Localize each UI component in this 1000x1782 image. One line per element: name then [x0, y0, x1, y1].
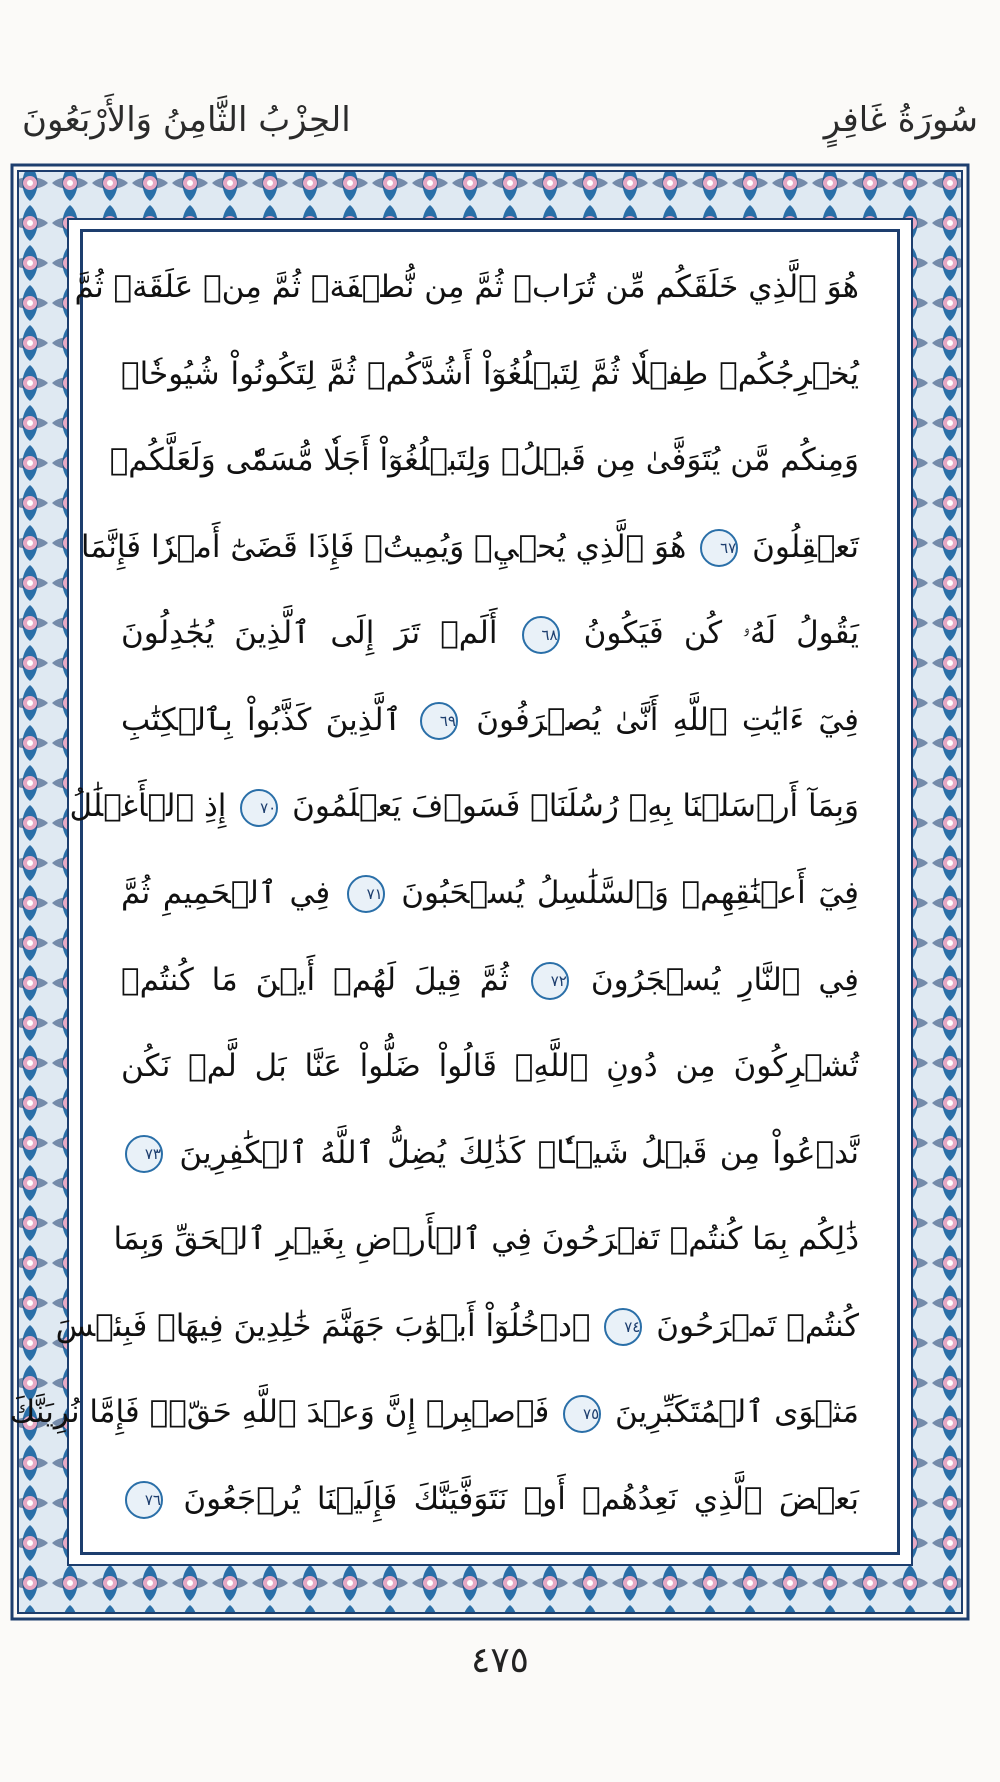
ayah-number-marker: ٧٥ — [563, 1395, 601, 1433]
text-line-11: نَّدۡعُواْ مِن قَبۡلُ شَيۡـٔٗاۚ كَذَٰلِكَ يُضِلُّ ٱللَّهُ ٱلۡكَٰفِرِينَ ٧٣ — [121, 1116, 859, 1190]
text-line-3: وَمِنكُم مَّن يُتَوَفَّىٰ مِن قَبۡلُۖ وَلِتَبۡلُغُوٓاْ أَجَلٗا مُّسَمّٗى وَلَعَلَّكُمۡ — [109, 442, 859, 479]
text-line-6: فِيٓ ءَايَٰتِ ٱللَّهِ أَنَّىٰ يُصۡرَفُونَ ٦٩ ٱلَّذِينَ كَذَّبُواْ بِٱلۡكِتَٰبِ — [121, 683, 859, 757]
page-header — [22, 92, 978, 148]
text-line-9: فِي ٱلنَّارِ يُسۡجَرُونَ ٧٢ ثُمَّ قِيلَ لَهُمۡ أَيۡنَ مَا كُنتُمۡ — [121, 943, 859, 1017]
text-line-14: مَثۡوَى ٱلۡمُتَكَبِّرِينَ ٧٥ فَٱصۡبِرۡ إِنَّ وَعۡدَ ٱللَّهِ حَقّٞۚ فَإِمَّا نُرِيَنَّكَ — [121, 1375, 859, 1449]
text-line-4: تَعۡقِلُونَ ٦٧ هُوَ ٱلَّذِي يُحۡيِۦ وَيُمِيتُۖ فَإِذَا قَضَىٰٓ أَمۡرٗا فَإِنَّمَا — [121, 510, 859, 584]
page-number: ٤٧٥ — [470, 1640, 529, 1681]
hizb-label: الحِزْبُ الثَّامِنُ وَالأَرْبَعُونَ — [22, 100, 351, 140]
text-panel — [9, 229, 900, 1555]
text-line-7: وَبِمَآ أَرۡسَلۡنَا بِهِۦ رُسُلَنَاۖ فَسَوۡفَ يَعۡلَمُونَ ٧٠ إِذِ ٱلۡأَغۡلَٰلُ — [121, 769, 859, 843]
ayah-number-marker: ٧١ — [347, 875, 385, 913]
text-line-12: ذَٰلِكُم بِمَا كُنتُمۡ تَفۡرَحُونَ فِي ٱلۡأَرۡضِ بِغَيۡرِ ٱلۡحَقِّ وَبِمَا — [113, 1221, 859, 1258]
text-line-5: يَقُولُ لَهُۥ كُن فَيَكُونُ ٦٨ أَلَمۡ تَرَ إِلَى ٱلَّذِينَ يُجَٰدِلُونَ — [121, 596, 859, 670]
ayah-number-marker: ٦٩ — [420, 702, 458, 740]
text-line-15: بَعۡضَ ٱلَّذِي نَعِدُهُمۡ أَوۡ نَتَوَفَّيَنَّكَ فَإِلَيۡنَا يُرۡجَعُونَ ٧٦ — [121, 1462, 859, 1536]
text-line-2: يُخۡرِجُكُمۡ طِفۡلٗا ثُمَّ لِتَبۡلُغُوٓاْ أَشُدَّكُمۡ ثُمَّ لِتَكُونُواْ شُيُوخٗاۚ — [121, 355, 859, 392]
ayah-number-marker: ٦٨ — [522, 616, 560, 654]
ornamental-frame — [10, 163, 970, 1621]
text-line-10: تُشۡرِكُونَ مِن دُونِ ٱللَّهِۖ قَالُواْ ضَلُّواْ عَنَّا بَل لَّمۡ نَكُن — [121, 1048, 859, 1085]
ayah-number-marker: ٧٤ — [604, 1308, 642, 1346]
verse-lines — [9, 250, 860, 1536]
text-line-8: فِيٓ أَعۡنَٰقِهِمۡ وَٱلسَّلَٰسِلُ يُسۡحَبُونَ ٧١ فِي ٱلۡحَمِيمِ ثُمَّ — [121, 856, 859, 930]
ayah-number-marker: ٧٠ — [240, 789, 278, 827]
ayah-number-marker: ٧٣ — [125, 1135, 163, 1173]
ayah-number-marker: ٧٢ — [531, 962, 569, 1000]
surah-name: سُورَةُ غَافِرٍ — [823, 100, 978, 140]
text-line-1: هُوَ ٱلَّذِي خَلَقَكُم مِّن تُرَابٖ ثُمَّ مِن نُّطۡفَةٖ ثُمَّ مِنۡ عَلَقَةٖ ثُمَّ — [74, 269, 859, 305]
text-line-13: كُنتُمۡ تَمۡرَحُونَ ٧٤ ٱدۡخُلُوٓاْ أَبۡوَٰبَ جَهَنَّمَ خَٰلِدِينَ فِيهَاۖ فَبِئۡسَ — [121, 1289, 859, 1363]
ayah-number-marker: ٦٧ — [700, 529, 738, 567]
ayah-number-marker: ٧٦ — [125, 1481, 163, 1519]
